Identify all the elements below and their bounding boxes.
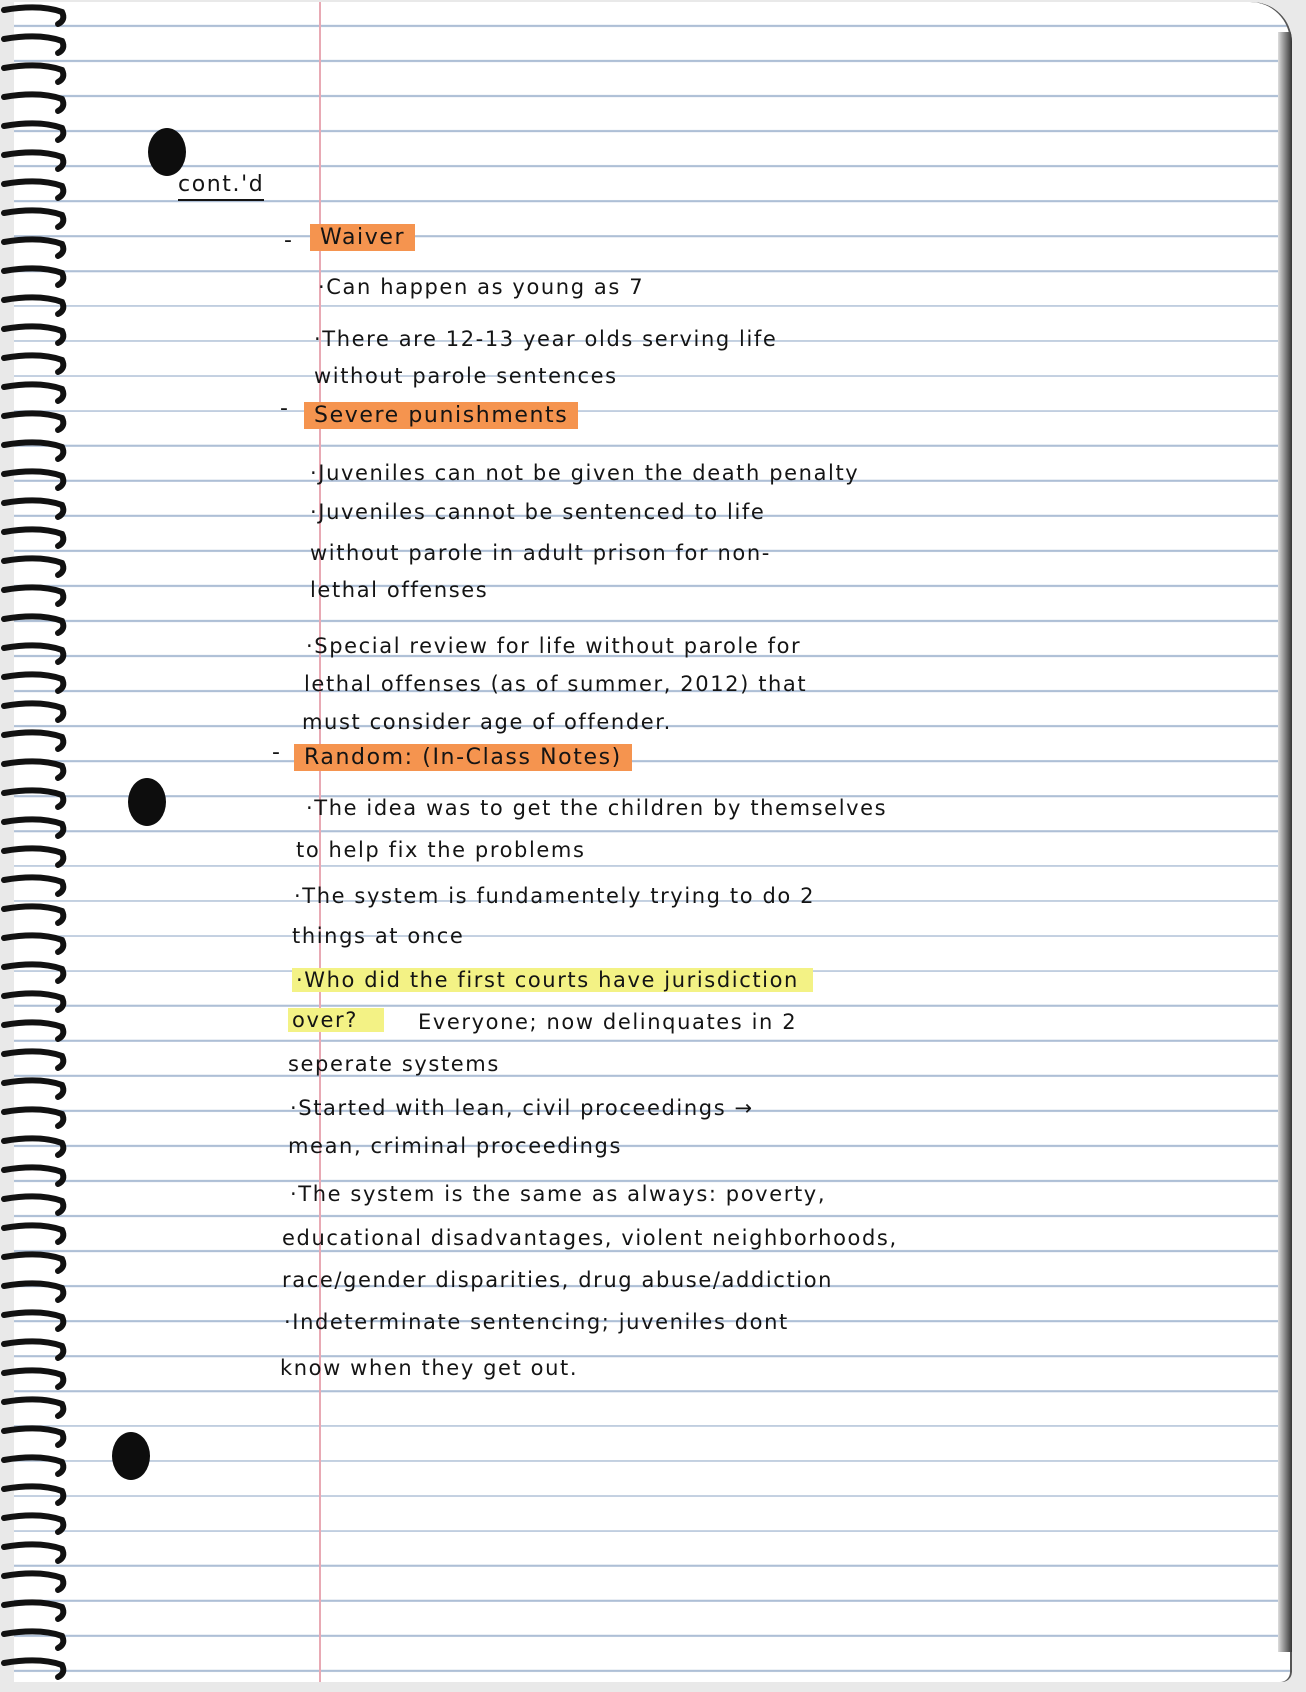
spiral-coil xyxy=(4,442,63,459)
spiral-coil xyxy=(4,1080,63,1097)
spiral-coil xyxy=(4,848,63,865)
spiral-coil xyxy=(4,355,63,372)
spiral-coil xyxy=(4,1370,63,1387)
note-line: race/gender disparities, drug abuse/addiction xyxy=(282,1268,834,1292)
note-line: mean, criminal proceedings xyxy=(288,1134,622,1158)
note-line: things at once xyxy=(292,924,465,948)
spiral-coil xyxy=(4,1631,63,1648)
spiral-coil xyxy=(4,1167,63,1184)
note-line: ·Indeterminate sentencing; juveniles dont xyxy=(284,1310,789,1334)
spiral-coil xyxy=(4,906,63,923)
spiral-coil xyxy=(4,500,63,517)
spiral-coil xyxy=(4,703,63,720)
spiral-coil xyxy=(4,645,63,662)
section-heading-random: Random: (In-Class Notes) xyxy=(294,744,632,771)
note-line: without parole in adult prison for non- xyxy=(310,541,771,565)
spiral-coil xyxy=(4,1022,63,1039)
note-line: ·Juveniles cannot be sentenced to life xyxy=(310,500,766,524)
section-heading-waiver: Waiver xyxy=(310,224,415,251)
spiral-coil xyxy=(4,558,63,575)
spiral-coil xyxy=(4,7,63,24)
spiral-coil xyxy=(4,1138,63,1155)
spiral-coil xyxy=(4,1457,63,1474)
spiral-binding xyxy=(0,0,70,1692)
spiral-coil xyxy=(4,790,63,807)
spiral-coil xyxy=(4,384,63,401)
punch-hole-bottom xyxy=(112,1432,150,1480)
spiral-coil xyxy=(4,65,63,82)
bullet-dash: - xyxy=(284,228,294,253)
spiral-coil xyxy=(4,935,63,952)
note-line: ·Juveniles can not be given the death penalty xyxy=(310,461,860,485)
notebook-page xyxy=(14,2,1292,1682)
note-line: ·Started with lean, civil proceedings → xyxy=(290,1096,754,1120)
note-line: ·The system is fundamentely trying to do 2 xyxy=(294,884,816,908)
spiral-coil xyxy=(4,1486,63,1503)
spiral-coil xyxy=(4,616,63,633)
spiral-coil xyxy=(4,529,63,546)
spiral-coil xyxy=(4,297,63,314)
spiral-coil xyxy=(4,239,63,256)
spiral-coil xyxy=(4,1283,63,1300)
bullet-dash: - xyxy=(280,396,290,421)
section-heading-severe-punishments: Severe punishments xyxy=(304,402,578,429)
spiral-coil xyxy=(4,1341,63,1358)
spiral-coil xyxy=(4,123,63,140)
note-line: seperate systems xyxy=(288,1052,500,1076)
note-line: without parole sentences xyxy=(314,364,618,388)
spiral-coil xyxy=(4,471,63,488)
highlighted-question: over? xyxy=(288,1008,384,1032)
note-line: ·Can happen as young as 7 xyxy=(318,275,645,299)
spiral-coil xyxy=(4,1660,63,1677)
spiral-coil xyxy=(4,1515,63,1532)
spiral-coil xyxy=(4,210,63,227)
spiral-coil xyxy=(4,1225,63,1242)
spiral-coil xyxy=(4,732,63,749)
highlighted-question: ·Who did the first courts have jurisdiction xyxy=(292,968,813,992)
note-line: lethal offenses xyxy=(310,578,489,602)
bullet-dash: - xyxy=(272,740,282,765)
spiral-coil xyxy=(4,1428,63,1445)
spiral-coil xyxy=(4,1573,63,1590)
spiral-coil xyxy=(4,268,63,285)
spiral-coil xyxy=(4,1544,63,1561)
spiral-coil xyxy=(4,877,63,894)
note-line: ·Special review for life without parole for xyxy=(306,634,802,658)
note-line: know when they get out. xyxy=(280,1356,579,1380)
spiral-coil xyxy=(4,181,63,198)
punch-hole-middle xyxy=(128,778,166,826)
page-title: cont.'d xyxy=(178,172,264,201)
spiral-coil xyxy=(4,964,63,981)
punch-hole-top xyxy=(148,128,186,176)
spiral-coil xyxy=(4,94,63,111)
spiral-coil xyxy=(4,152,63,169)
spiral-coil xyxy=(4,761,63,778)
spiral-coil xyxy=(4,326,63,343)
spiral-coil xyxy=(4,36,63,53)
spiral-coil xyxy=(4,674,63,691)
spiral-coil xyxy=(4,1399,63,1416)
spiral-coil xyxy=(4,1602,63,1619)
spiral-coil xyxy=(4,819,63,836)
note-line: must consider age of offender. xyxy=(302,710,672,734)
note-line: ·The system is the same as always: poverty, xyxy=(290,1182,827,1206)
spiral-coil xyxy=(4,1312,63,1329)
note-line: to help fix the problems xyxy=(296,838,586,862)
spiral-coil xyxy=(4,587,63,604)
spiral-coil xyxy=(4,993,63,1010)
note-line: ·There are 12-13 year olds serving life xyxy=(314,327,778,351)
spiral-coil xyxy=(4,1109,63,1126)
spiral-coil xyxy=(4,1051,63,1068)
note-line: Everyone; now delinquates in 2 xyxy=(418,1010,798,1034)
note-line: educational disadvantages, violent neighborhoods, xyxy=(282,1226,898,1250)
spiral-coil xyxy=(4,413,63,430)
note-line: ·The idea was to get the children by themselves xyxy=(306,796,888,820)
spiral-coil xyxy=(4,1254,63,1271)
spiral-coil xyxy=(4,1196,63,1213)
note-line: lethal offenses (as of summer, 2012) that xyxy=(304,672,808,696)
